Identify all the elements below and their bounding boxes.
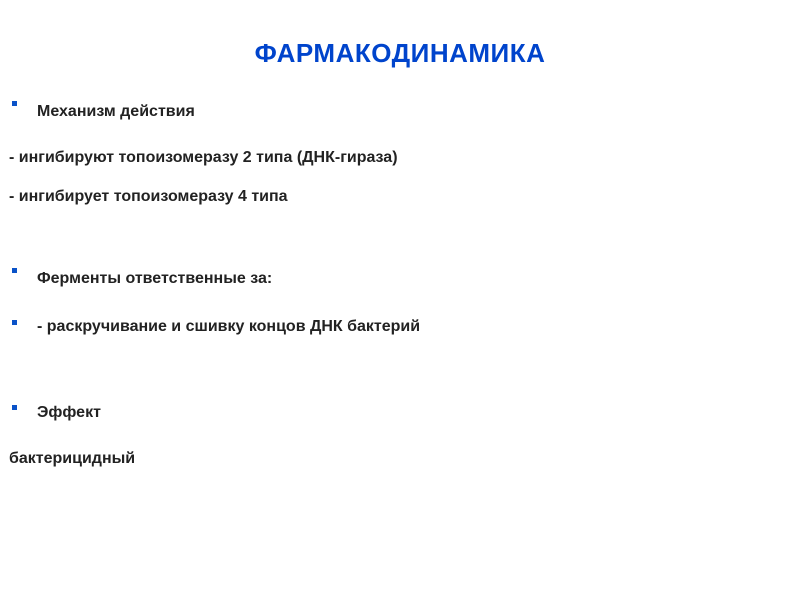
square-bullet-icon <box>12 101 17 106</box>
enzymes-item: - раскручивание и сшивку концов ДНК бактерий <box>37 318 421 335</box>
square-bullet-icon <box>12 320 17 325</box>
effect-value: бактерицидный <box>9 450 136 467</box>
enzymes-heading: Ферменты ответственные за: <box>37 270 273 287</box>
square-bullet-icon <box>12 405 17 410</box>
mechanism-line-2: - ингибирует топоизомеразу 4 типа <box>9 188 288 205</box>
slide-title: ФАРМАКОДИНАМИКА <box>254 38 546 68</box>
effect-heading: Эффект <box>37 404 101 421</box>
mechanism-heading: Механизм действия <box>37 103 195 120</box>
square-bullet-icon <box>12 268 17 273</box>
mechanism-line-1: - ингибируют топоизомеразу 2 типа (ДНК-гираза) <box>9 149 398 166</box>
